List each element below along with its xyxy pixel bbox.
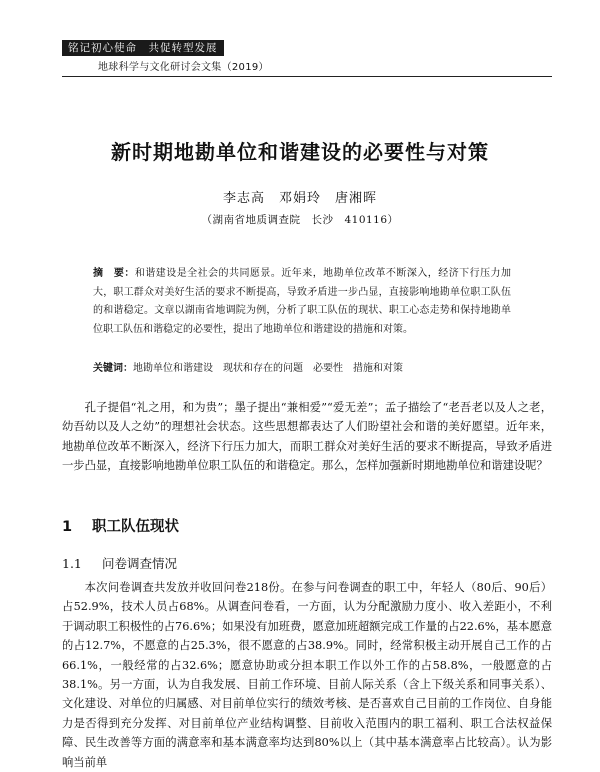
paper-title: 新时期地勘单位和谐建设的必要性与对策 [111,140,489,164]
running-header [62,36,552,77]
keywords-text: 地勘单位和谐建设 现状和存在的问题 必要性 措施和对策 [133,363,403,374]
keywords-label: 关键词： [93,363,133,374]
section-title: 职工队伍现状 [92,519,179,535]
subsection-heading [62,554,552,572]
authors: 李志高 邓娟玲 唐湘晖 [222,191,377,206]
header-subtitle: 地球科学与文化研讨会文集（2019） [62,58,552,77]
abstract-text: 和谐建设是全社会的共同愿景。近年来，地勘单位改革不断深入，经济下行压力加大，职工群众对美好生活的要求不断提高，导致矛盾进一步凸显，直接影响地勘单位职工队伍的和谐稳定。文章以湖南省地调院为例，分析了职工队伍的现状、职工心态走势和保持地勘单位职工队伍和谐稳定的必要性，提出了地勘单位和谐建设的措施和对策。 [93,268,512,335]
subsection-title: 问卷调查情况 [102,556,178,571]
body-paragraph: 本次问卷调查共发放并收回问卷218份。在参与问卷调查的职工中，年轻人（80后、90后）占52.9%，技术人员占68%。从调查问卷看，一方面，认为分配激励力度小、收入差距小，不利于调动职工积极性的占76.6%；如果没有加班费，愿意加班超额完成工作量的占22.6%，基本愿意的占12.7%，不愿意的占25.3%，很不愿意的占38.9%。同时，经常积极主动开展自己工作的占66.1%，一般经常的占32.6%；愿意协助或分担本职工作以外工作的占58.8%，一般愿意的占38.1%。另一方面，认为自我发展、目前工作环境、目前人际关系（含上下级关系和同事关系）、文化建设、对单位的归属感、对目前单位实行的绩效考核、是否喜欢自己目前的工作岗位、自身能力是否得到充分发挥、对目前单位产业结构调整、目前收入范围内的职工福利、职工合法权益保障、民生改善等方面的满意率和基本满意率均达到80%以上（其中基本满意率占比较高）。认为影响当前单 [62,581,552,769]
abstract-label: 摘 要： [93,268,135,279]
keywords [93,362,511,376]
section-number: 1 [62,519,73,535]
section-heading [62,515,552,536]
subsection-number: 1.1 [62,556,82,571]
affiliation: （湖南省地质调查院 长沙 410116） [201,214,399,226]
intro-paragraph: 孔子提倡“礼之用，和为贵”；墨子提出“兼相爱”“爱无差”；孟子描绘了“老吾老以及人之老，幼吾幼以及人之幼”的理想社会状态。这些思想都表达了人们盼望社会和谐的美好愿望。近年来，地勘单位改革不断深入，经济下行压力加大，而职工群众对美好生活的要求不断提高，导致矛盾进一步凸显，直接影响地勘单位职工队伍的和谐稳定。那么，怎样加强新时期地勘单位和谐建设呢？ [62,401,552,473]
header-badge: 铭记初心使命 共促转型发展 [62,40,224,56]
abstract [93,265,511,339]
